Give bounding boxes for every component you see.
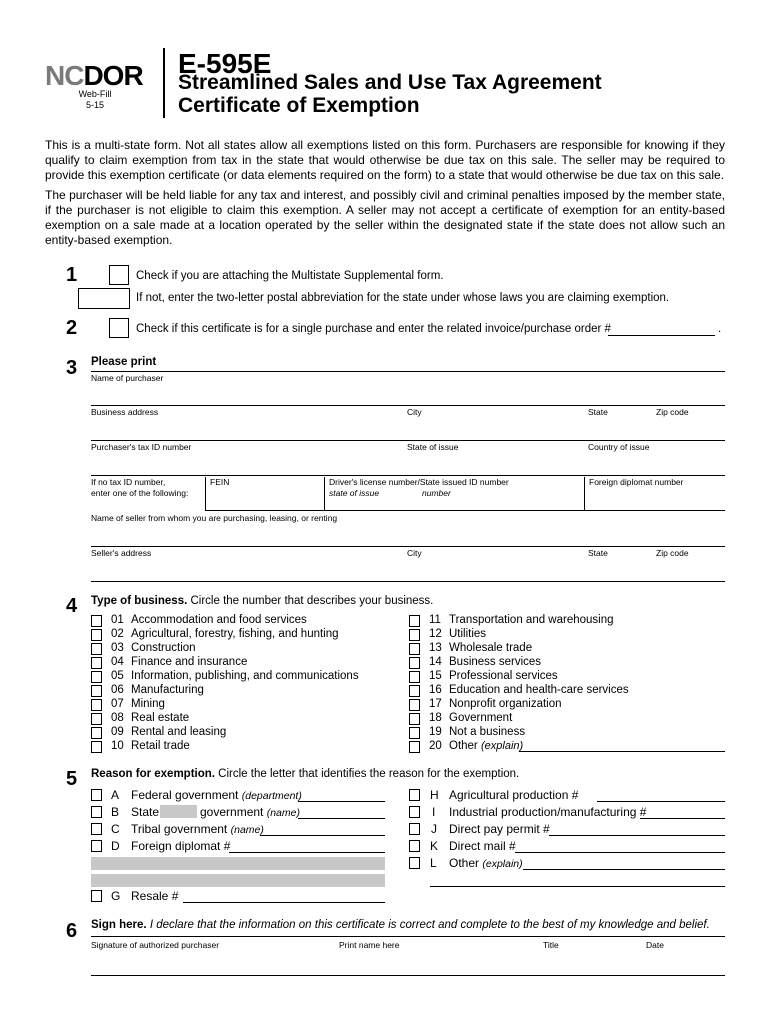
business-type-code[interactable]: 06 bbox=[111, 684, 124, 696]
fein-label: FEIN bbox=[210, 477, 230, 487]
title-label: Title bbox=[543, 940, 559, 950]
business-type-checkbox[interactable] bbox=[409, 685, 420, 697]
reason-e-shaded bbox=[91, 857, 385, 870]
business-type-label: Professional services bbox=[449, 670, 558, 682]
reason-b-label-1: State bbox=[131, 805, 160, 819]
tax-id-field[interactable] bbox=[91, 440, 725, 441]
business-type-code[interactable]: 08 bbox=[111, 712, 124, 724]
business-type-checkbox[interactable] bbox=[91, 629, 102, 641]
reason-i-field[interactable] bbox=[640, 818, 725, 819]
reason-i-label: Industrial production/manufacturing # bbox=[449, 805, 647, 819]
multistate-supplemental-checkbox[interactable] bbox=[109, 265, 129, 285]
business-type-label: Business services bbox=[449, 656, 542, 668]
state-abbreviation-field[interactable] bbox=[78, 288, 130, 309]
business-type-checkbox[interactable] bbox=[409, 671, 420, 683]
print-name-label: Print name here bbox=[339, 940, 400, 950]
reason-g-field[interactable] bbox=[183, 902, 385, 903]
business-city-label: City bbox=[407, 407, 422, 417]
alt-id-field[interactable] bbox=[205, 510, 725, 511]
business-type-label: Rental and leasing bbox=[131, 726, 227, 738]
single-purchase-checkbox[interactable] bbox=[109, 318, 129, 338]
business-zip-label: Zip code bbox=[656, 407, 689, 417]
business-type-label: Construction bbox=[131, 642, 196, 654]
form-title-line1: Streamlined Sales and Use Tax Agreement bbox=[178, 71, 602, 94]
section-2-number: 2 bbox=[66, 317, 78, 339]
business-type-checkbox[interactable] bbox=[409, 741, 420, 753]
business-type-checkbox[interactable] bbox=[91, 643, 102, 655]
signature-field[interactable] bbox=[91, 975, 725, 976]
reason-l-field-2[interactable] bbox=[430, 886, 725, 887]
reason-k-field[interactable] bbox=[515, 852, 725, 853]
business-type-code[interactable]: 03 bbox=[111, 642, 124, 654]
seller-name-label: Name of seller from whom you are purchasing, leasing, or renting bbox=[91, 513, 338, 523]
business-type-code[interactable]: 07 bbox=[111, 698, 124, 710]
section-4-number: 4 bbox=[66, 595, 78, 617]
purchaser-name-label: Name of purchaser bbox=[91, 373, 164, 383]
reason-heading: Reason for exemption. Circle the letter that identifies the reason for the exemption. bbox=[91, 768, 520, 780]
single-purchase-period: . bbox=[718, 323, 722, 335]
reason-j-letter: J bbox=[431, 822, 437, 836]
reason-a-checkbox[interactable] bbox=[91, 789, 102, 801]
other-explain-note: (explain) bbox=[481, 740, 524, 752]
alt-id-top-rule bbox=[91, 475, 725, 476]
reason-c-checkbox[interactable] bbox=[91, 823, 102, 835]
reason-a-label: Federal government (department) bbox=[131, 788, 302, 802]
version-label: 5-15 bbox=[85, 100, 104, 110]
seller-name-field[interactable] bbox=[91, 546, 725, 547]
signature-label: Signature of authorized purchaser bbox=[91, 940, 220, 950]
intro-paragraph-2: The purchaser will be held liable for any tax and interest, and possibly civil and criminal penalties imposed by the member state, if the purchaser is not eligible to claim this exemption. A seller may not accept a certificate of exemption for an entity-based exemption on a sale made at a location operated by the seller within the designated state if the state does not allow such an entity-based exemption. bbox=[45, 188, 725, 247]
reason-k-checkbox[interactable] bbox=[409, 840, 420, 852]
business-type-code[interactable]: 04 bbox=[111, 656, 124, 668]
business-type-checkbox[interactable] bbox=[91, 727, 102, 739]
reason-f-shaded bbox=[91, 874, 385, 887]
form-number: E-595E bbox=[178, 48, 272, 79]
seller-address-label: Seller's address bbox=[91, 548, 152, 558]
ncdor-logo: NCDOR bbox=[45, 60, 143, 91]
foreign-diplomat-label: Foreign diplomat number bbox=[589, 477, 684, 487]
business-type-label: Nonprofit organization bbox=[449, 698, 562, 710]
business-type-label: Government bbox=[449, 712, 513, 724]
no-tax-id-label-2: enter one of the following: bbox=[91, 488, 189, 498]
drivers-license-label: Driver's license number/State issued ID number bbox=[329, 477, 509, 487]
reason-c-field[interactable] bbox=[260, 835, 385, 836]
dl-divider bbox=[324, 477, 325, 511]
business-type-checkbox[interactable] bbox=[91, 699, 102, 711]
dl-state-label: state of issue bbox=[329, 488, 380, 498]
no-tax-id-label-1: If no tax ID number, bbox=[91, 477, 166, 487]
business-type-label: Other bbox=[449, 740, 478, 752]
section-5-number: 5 bbox=[66, 768, 78, 790]
reason-b-checkbox[interactable] bbox=[91, 806, 102, 818]
reason-k-label: Direct mail # bbox=[449, 839, 516, 853]
business-type-code[interactable]: 09 bbox=[111, 726, 124, 738]
tax-id-label: Purchaser's tax ID number bbox=[91, 442, 192, 452]
invoice-number-field[interactable] bbox=[608, 335, 715, 336]
reason-l-checkbox[interactable] bbox=[409, 857, 420, 869]
business-type-code[interactable]: 17 bbox=[429, 698, 442, 710]
business-type-code[interactable]: 19 bbox=[429, 726, 442, 738]
business-type-checkbox[interactable] bbox=[409, 643, 420, 655]
reason-g-letter: G bbox=[111, 889, 121, 903]
business-type-checkbox[interactable] bbox=[409, 629, 420, 641]
business-type-code[interactable]: 16 bbox=[429, 684, 442, 696]
reason-g-checkbox[interactable] bbox=[91, 890, 102, 902]
business-type-checkbox[interactable] bbox=[409, 713, 420, 725]
reason-g-label: Resale # bbox=[131, 889, 179, 903]
section-6-number: 6 bbox=[66, 920, 78, 942]
business-type-label: Not a business bbox=[449, 726, 526, 738]
reason-c-label: Tribal government (name) bbox=[131, 822, 264, 836]
tax-id-country-label: Country of issue bbox=[588, 442, 650, 452]
reason-k-letter: K bbox=[430, 839, 439, 853]
business-type-checkbox[interactable] bbox=[91, 713, 102, 725]
reason-b-letter: B bbox=[111, 805, 120, 819]
state-abbreviation-label: If not, enter the two-letter postal abbreviation for the state under whose laws you are claiming exemption. bbox=[136, 292, 670, 304]
business-type-code[interactable]: 14 bbox=[429, 656, 442, 668]
business-type-checkbox[interactable] bbox=[409, 615, 420, 627]
business-type-label: Agricultural, forestry, fishing, and hunting bbox=[131, 628, 339, 640]
section-1-number: 1 bbox=[66, 264, 78, 286]
reason-h-letter: H bbox=[430, 788, 439, 802]
business-type-label: Manufacturing bbox=[131, 684, 204, 696]
date-label: Date bbox=[646, 940, 664, 950]
business-type-checkbox[interactable] bbox=[91, 741, 102, 753]
business-type-label: Accommodation and food services bbox=[131, 614, 307, 626]
business-type-code[interactable]: 02 bbox=[111, 628, 124, 640]
business-type-label: Real estate bbox=[131, 712, 190, 724]
seller-zip-label: Zip code bbox=[656, 548, 689, 558]
reason-l-label: Other (explain) bbox=[449, 856, 523, 870]
purchaser-name-field[interactable] bbox=[91, 371, 725, 372]
business-type-label: Education and health-care services bbox=[449, 684, 629, 696]
reason-a-field[interactable] bbox=[298, 801, 385, 802]
business-type-label: Utilities bbox=[449, 628, 487, 640]
business-type-label: Retail trade bbox=[131, 740, 190, 752]
business-type-checkbox[interactable] bbox=[409, 699, 420, 711]
business-type-checkbox[interactable] bbox=[409, 657, 420, 669]
seller-address-field[interactable] bbox=[91, 581, 725, 582]
reason-c-letter: C bbox=[111, 822, 120, 836]
type-of-business-heading: Type of business. Circle the number that describes your business. bbox=[91, 595, 434, 607]
business-address-label: Business address bbox=[91, 407, 159, 417]
business-type-code[interactable]: 20 bbox=[429, 740, 442, 752]
tax-id-state-label: State of issue bbox=[407, 442, 459, 452]
reason-d-checkbox[interactable] bbox=[91, 840, 102, 852]
business-type-checkbox[interactable] bbox=[91, 685, 102, 697]
sign-here-text: Sign here. I declare that the information on this certificate is correct and complete to the best of my knowledge and belief. bbox=[91, 919, 710, 931]
reason-h-checkbox[interactable] bbox=[409, 789, 420, 801]
sign-top-rule bbox=[91, 936, 725, 937]
business-type-code[interactable]: 01 bbox=[111, 614, 124, 626]
business-type-checkbox[interactable] bbox=[91, 657, 102, 669]
reason-l-letter: L bbox=[430, 856, 437, 870]
single-purchase-label: Check if this certificate is for a single purchase and enter the related invoice/purchase order # bbox=[136, 323, 611, 335]
business-type-code[interactable]: 05 bbox=[111, 670, 124, 682]
business-type-checkbox[interactable] bbox=[91, 671, 102, 683]
business-type-code[interactable]: 11 bbox=[429, 614, 441, 626]
reason-b-field[interactable] bbox=[298, 818, 385, 819]
dl-number-label: number bbox=[422, 488, 451, 498]
reason-b-state-field[interactable] bbox=[160, 805, 197, 818]
fein-divider bbox=[205, 477, 206, 511]
section-3-number: 3 bbox=[66, 357, 78, 379]
webfill-label: Web-Fill bbox=[78, 89, 112, 99]
reason-j-checkbox[interactable] bbox=[409, 823, 420, 835]
business-type-code[interactable]: 15 bbox=[429, 670, 442, 682]
reason-l-field[interactable] bbox=[523, 869, 725, 870]
business-type-code[interactable]: 18 bbox=[429, 712, 442, 724]
reason-j-field[interactable] bbox=[549, 835, 725, 836]
reason-i-checkbox[interactable] bbox=[409, 806, 420, 818]
reason-b-label-2: government (name) bbox=[200, 805, 300, 819]
reason-j-label: Direct pay permit # bbox=[449, 822, 550, 836]
business-type-code[interactable]: 10 bbox=[111, 740, 124, 752]
reason-h-field[interactable] bbox=[597, 801, 725, 802]
multistate-supplemental-label: Check if you are attaching the Multistate Supplemental form. bbox=[136, 270, 444, 282]
form-title-line2: Certificate of Exemption bbox=[178, 94, 420, 117]
business-state-label: State bbox=[588, 407, 608, 417]
business-type-label: Finance and insurance bbox=[131, 656, 248, 668]
business-type-code[interactable]: 13 bbox=[429, 642, 442, 654]
reason-a-letter: A bbox=[111, 788, 120, 802]
reason-d-field[interactable] bbox=[229, 852, 385, 853]
diplomat-divider bbox=[584, 477, 585, 511]
business-type-checkbox[interactable] bbox=[91, 615, 102, 627]
reason-h-label: Agricultural production # bbox=[449, 788, 579, 802]
reason-d-label: Foreign diplomat # bbox=[131, 839, 231, 853]
business-type-checkbox[interactable] bbox=[409, 727, 420, 739]
business-type-label: Wholesale trade bbox=[449, 642, 533, 654]
business-other-field[interactable] bbox=[519, 751, 725, 752]
reason-d-letter: D bbox=[111, 839, 120, 853]
reason-i-letter: I bbox=[432, 805, 436, 819]
seller-city-label: City bbox=[407, 548, 422, 558]
business-type-code[interactable]: 12 bbox=[429, 628, 442, 640]
seller-state-label: State bbox=[588, 548, 608, 558]
business-type-label: Transportation and warehousing bbox=[449, 614, 614, 626]
business-address-field[interactable] bbox=[91, 405, 725, 406]
business-type-label: Mining bbox=[131, 698, 165, 710]
header-divider bbox=[163, 48, 165, 118]
business-type-label: Information, publishing, and communications bbox=[131, 670, 359, 682]
intro-paragraph-1: This is a multi-state form. Not all states allow all exemptions listed on this form. Purchasers are responsible for knowing if they qualify to claim exemption from tax in the state that would otherwise be due tax on this sale. The seller may be required to provide this exemption certificate (or data elements required on the form) to a state that would otherwise be due tax on this sale. bbox=[45, 138, 725, 182]
please-print-heading: Please print bbox=[91, 356, 157, 368]
